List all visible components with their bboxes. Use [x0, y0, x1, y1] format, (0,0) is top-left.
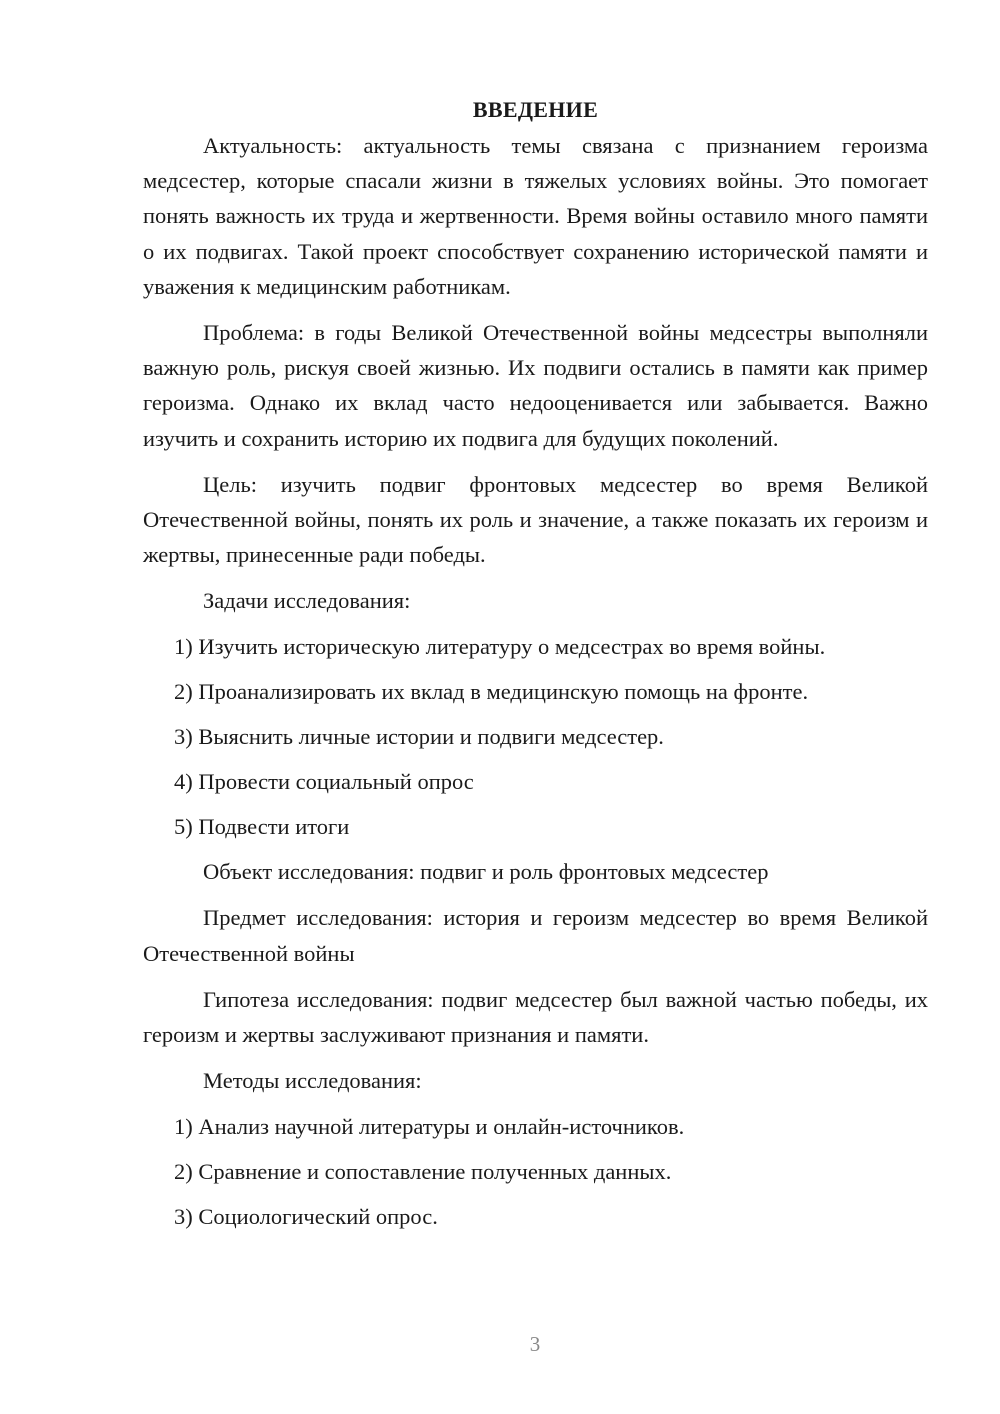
tasks-heading: Задачи исследования: [203, 588, 411, 614]
list-item: 3) Выяснить личные истории и подвиги медсестер. [174, 724, 664, 750]
list-item: 2) Сравнение и сопоставление полученных данных. [174, 1159, 672, 1185]
list-item: 3) Социологический опрос. [174, 1204, 438, 1230]
object-line: Объект исследования: подвиг и роль фронтовых медсестер [203, 859, 769, 885]
goal-paragraph: Цель: изучить подвиг фронтовых медсестер во время Великой Отечественной войны, понять их роль и значение, а также показать их героизм и жертвы, принесенные ради победы. [143, 471, 928, 568]
subject-paragraph: Предмет исследования: история и героизм медсестер во время Великой Отечественной войны [143, 905, 928, 966]
list-item: 1) Изучить историческую литературу о медсестрах во время войны. [174, 634, 826, 660]
tasks-list [143, 629, 928, 844]
list-item: 4) Провести социальный опрос [174, 769, 474, 795]
problem-paragraph: Проблема: в годы Великой Отечественной войны медсестры выполняли важную роль, рискуя своей жизнью. Их подвиги остались в памяти как пример героизма. Однако их вклад часто недооценивается или забывается. Важно изучить и сохранить историю их подвига для будущих поколений. [143, 320, 928, 451]
page-title: ВВЕДЕНИЕ [472, 97, 599, 122]
page-number: 3 [529, 1332, 541, 1356]
hypothesis-paragraph: Гипотеза исследования: подвиг медсестер был важной частью победы, их героизм и жертвы заслуживают признания и памяти. [143, 986, 928, 1048]
relevance-paragraph: Актуальность: актуальность темы связана с признанием героизма медсестер, которые спасали жизни в тяжелых условиях войны. Это помогает понять важность их труда и жертвенности. Время войны оставило много памяти о их подвигах. Такой проект способствует сохранению исторической памяти и уважения к медицинским работникам. [143, 133, 928, 299]
methods-list [143, 1109, 928, 1234]
list-item: 2) Проанализировать их вклад в медицинскую помощь на фронте. [174, 679, 809, 705]
list-item: 1) Анализ научной литературы и онлайн-источников. [174, 1114, 685, 1140]
methods-heading: Методы исследования: [203, 1068, 422, 1094]
list-item: 5) Подвести итоги [174, 814, 350, 840]
document-page [143, 92, 928, 1244]
